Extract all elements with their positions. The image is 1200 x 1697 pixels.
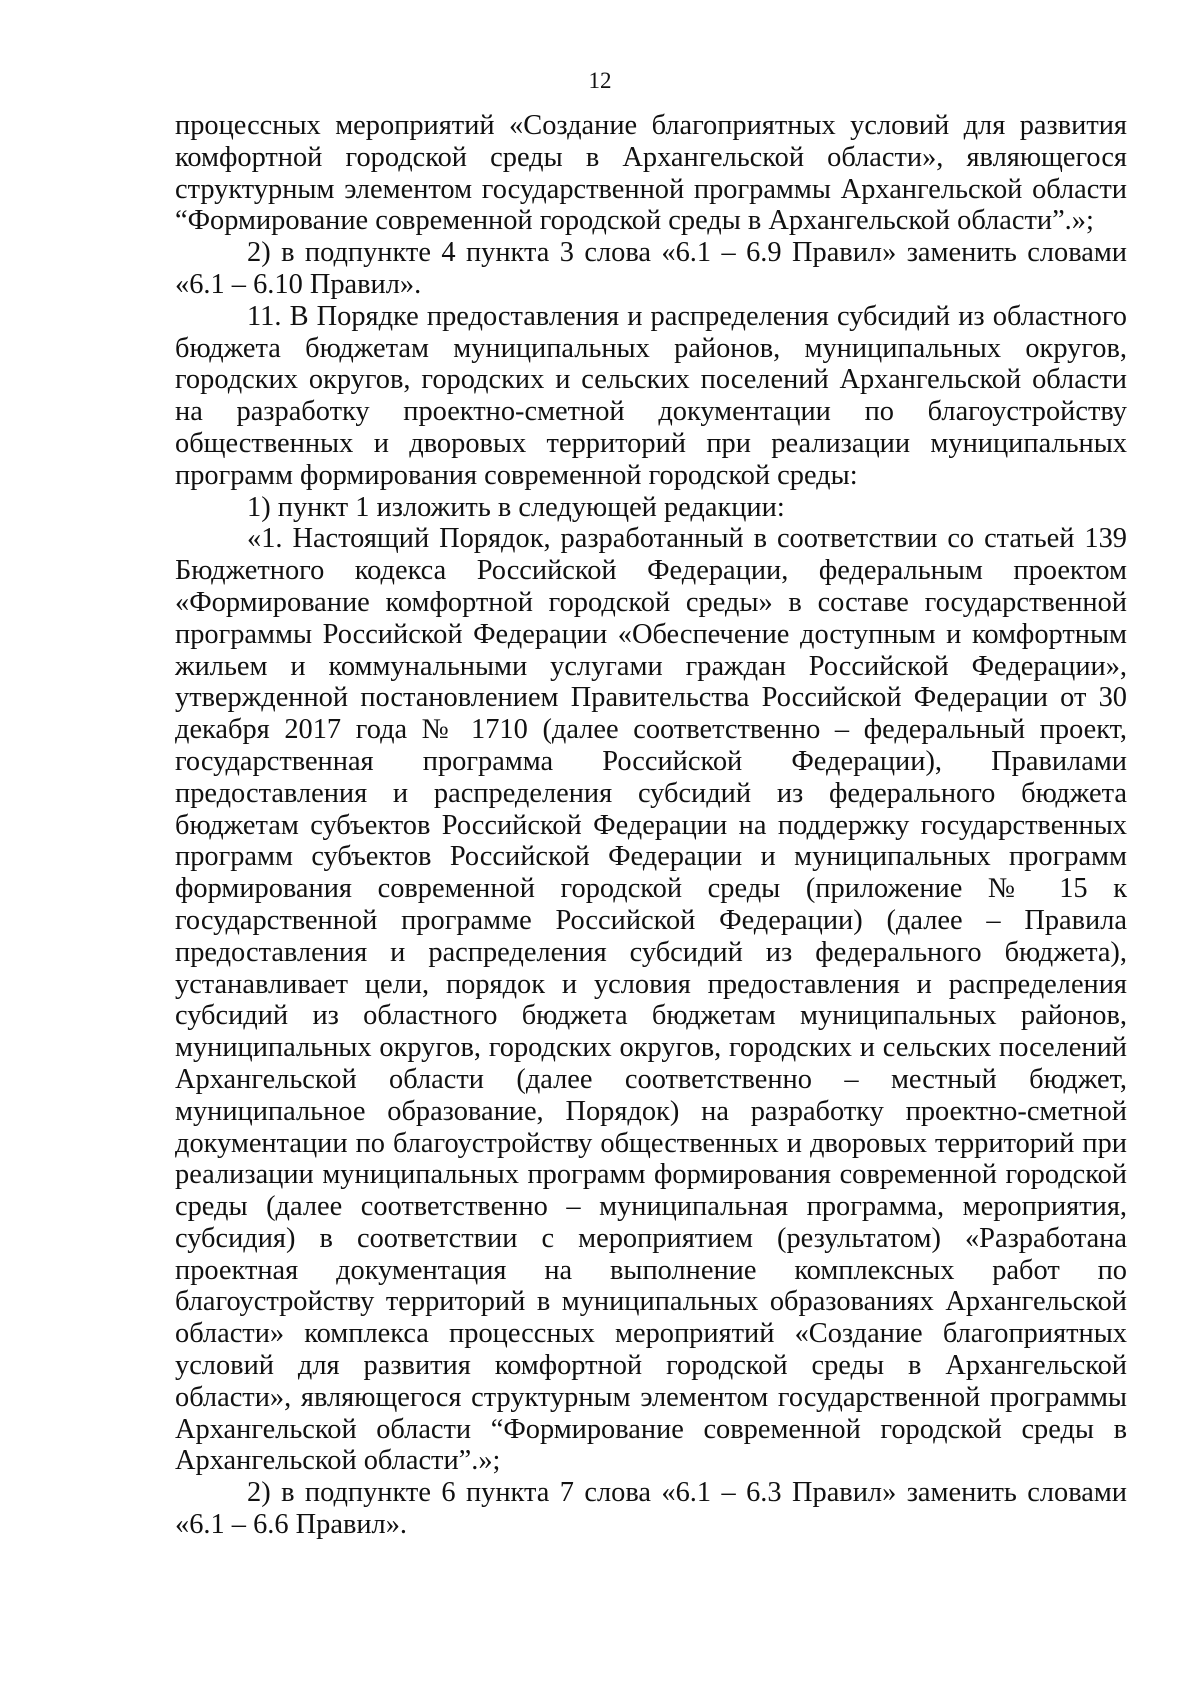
- document-body: [175, 110, 1127, 1541]
- paragraph-continuation: процессных мероприятий «Создание благоприятных условий для развития комфортной городской среды в Архангельской области», являющегося структурным элементом государственной программы Архангельской области “Формирование современной городской среды в Архангельской области”.»;: [175, 110, 1127, 237]
- paragraph-section-11: 11. В Порядке предоставления и распределения субсидий из областного бюджета бюджетам муниципальных районов, муниципальных округов, городских округов, городских и сельских поселений Архангельской области на разработку проектно-сметной документации по благоустройству общественных и дворовых территорий при реализации муниципальных программ формирования современной городской среды:: [175, 300, 1127, 491]
- paragraph-item-2: 2) в подпункте 4 пункта 3 слова «6.1 – 6.9 Правил» заменить словами «6.1 – 6.10 Правил».: [175, 237, 1127, 300]
- paragraph-quoted-clause-1: «1. Настоящий Порядок, разработанный в соответствии со статьей 139 Бюджетного кодекса Российской Федерации, федеральным проектом «Формирование комфортной городской среды» в составе государственной программы Российской Федерации «Обеспечение доступным и комфортным жильем и коммунальными услугами граждан Российской Федерации», утвержденной постановлением Правительства Российской Федерации от 30 декабря 2017 года № 1710 (далее соответственно – федеральный проект, государственная программа Российской Федерации), Правилами предоставления и распределения субсидий из федерального бюджета бюджетам субъектов Российской Федерации на поддержку государственных программ субъектов Российской Федерации и муниципальных программ формирования современной городской среды (приложение № 15 к государственной программе Российской Федерации) (далее – Правила предоставления и распределения субсидий из федерального бюджета), устанавливает цели, порядок и условия предоставления и распределения субсидий из областного бюджета бюджетам муниципальных районов, муниципальных округов, городских округов, городских и сельских поселений Архангельской области (далее соответственно – местный бюджет, муниципальное образование, Порядок) на разработку проектно-сметной документации по благоустройству общественных и дворовых территорий при реализации муниципальных программ формирования современной городской среды (далее соответственно – муниципальная программа, мероприятия, субсидия) в соответствии с мероприятием (результатом) «Разработана проектная документация на выполнение комплексных работ по благоустройству территорий в муниципальных образованиях Архангельской области» комплекса процессных мероприятий «Создание благоприятных условий для развития комфортной городской среды в Архангельской области», являющегося структурным элементом государственной программы Архангельской области “Формирование современной городской среды в Архангельской области”.»;: [175, 523, 1127, 1477]
- paragraph-item-1: 1) пункт 1 изложить в следующей редакции:: [247, 491, 785, 523]
- paragraph-item-2-final: 2) в подпункте 6 пункта 7 слова «6.1 – 6.3 Правил» заменить словами «6.1 – 6.6 Правил».: [175, 1477, 1127, 1541]
- page-number: 12: [588, 68, 612, 93]
